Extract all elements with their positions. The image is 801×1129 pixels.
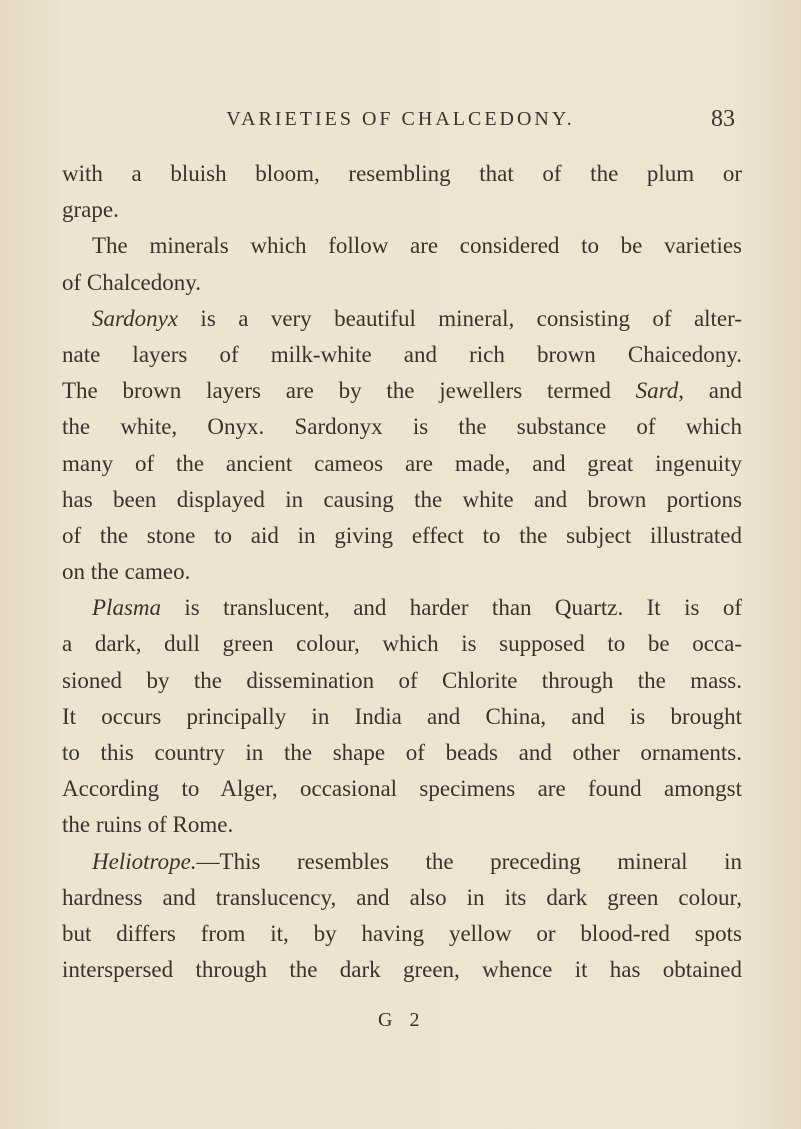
text-span: and xyxy=(684,378,742,404)
text-span: is translucent, and harder than Quartz. It is of xyxy=(161,595,742,621)
text-line xyxy=(62,663,742,699)
text-line xyxy=(62,446,742,482)
text-span: The minerals which follow are considered to be varieties xyxy=(92,233,742,259)
text-line xyxy=(62,265,742,301)
text-line xyxy=(62,626,742,662)
italic-term: Sard, xyxy=(635,378,685,404)
text-line xyxy=(62,952,742,988)
text-line xyxy=(62,916,742,952)
text-span: a dark, dull green colour, which is supposed to be occa- xyxy=(62,631,742,657)
text-line xyxy=(62,373,742,409)
page-number: 83 xyxy=(711,106,735,132)
italic-term: Sardonyx xyxy=(92,305,179,331)
text-line xyxy=(62,518,742,554)
text-span: the white, Onyx. Sardonyx is the substance of which xyxy=(62,414,742,440)
text-line xyxy=(62,482,742,518)
text-span: has been displayed in causing the white and brown portions xyxy=(62,486,742,512)
text-span: interspersed through the dark green, whence it has obtained xyxy=(62,957,742,983)
text-line xyxy=(62,156,742,192)
text-span: —This resembles the preceding mineral in xyxy=(196,848,742,874)
text-line xyxy=(62,554,742,590)
page-header xyxy=(58,108,743,136)
text-span: hardness and translucency, and also in its dark green colour, xyxy=(62,884,742,910)
text-line xyxy=(62,337,742,373)
text-line xyxy=(62,301,742,337)
text-span: nate layers of milk-white and rich brown Chaicedony. xyxy=(62,341,742,367)
text-line xyxy=(62,192,742,228)
text-line xyxy=(62,807,742,843)
text-line xyxy=(62,699,742,735)
text-span: of the stone to aid in giving effect to the subject illustrated xyxy=(62,522,742,548)
text-line xyxy=(62,844,742,880)
body-text xyxy=(62,156,742,988)
italic-term: Heliotrope. xyxy=(92,848,197,874)
italic-term: Plasma xyxy=(92,595,161,621)
text-span: It occurs principally in India and China, and is brought xyxy=(62,703,742,729)
text-span: grape. xyxy=(62,197,119,223)
running-head: VARIETIES OF CHALCEDONY. xyxy=(226,108,575,130)
text-span: on the cameo. xyxy=(62,559,191,585)
text-span: According to Alger, occasional specimens are found amongst xyxy=(62,776,742,802)
text-span: sioned by the dissemination of Chlorite through the mass. xyxy=(62,667,742,693)
text-line xyxy=(62,409,742,445)
text-span: with a bluish bloom, resembling that of the plum or xyxy=(62,161,742,186)
text-line xyxy=(62,880,742,916)
text-line xyxy=(62,735,742,771)
text-line xyxy=(62,771,742,807)
text-span: is a very beautiful mineral, consisting of alter- xyxy=(178,305,742,331)
text-span: of Chalcedony. xyxy=(62,269,202,295)
text-span: many of the ancient cameos are made, and great ingenuity xyxy=(62,450,742,476)
text-line xyxy=(62,228,742,264)
signature-mark: G 2 xyxy=(378,1009,426,1031)
text-line xyxy=(62,590,742,626)
text-span: to this country in the shape of beads and other ornaments. xyxy=(62,740,742,765)
text-span: the ruins of Rome. xyxy=(62,812,234,838)
text-span: but differs from it, by having yellow or blood-red spots xyxy=(62,920,742,946)
text-span: The brown layers are by the jewellers termed xyxy=(62,378,636,404)
